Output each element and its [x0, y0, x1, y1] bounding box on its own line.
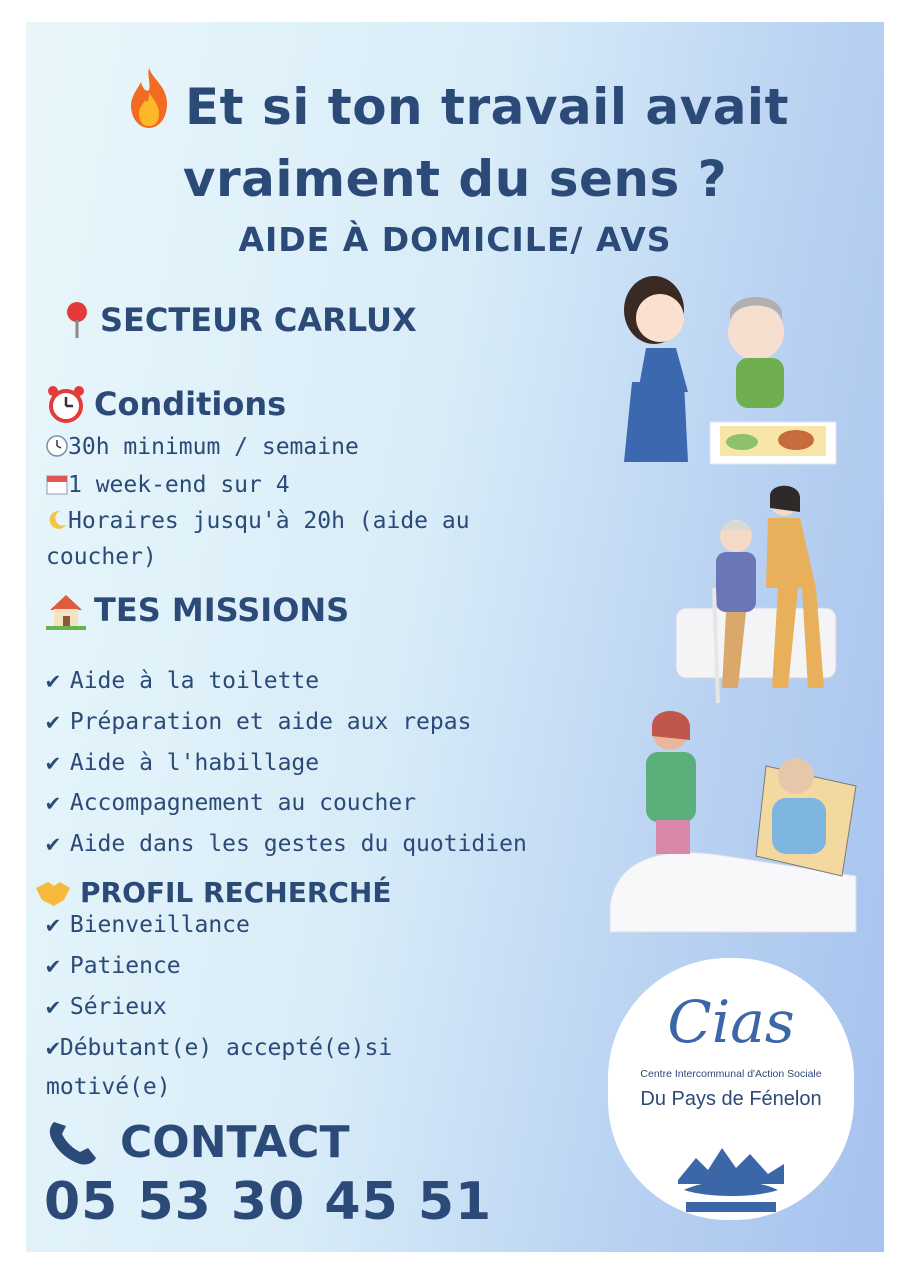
job-subtitle: AIDE À DOMICILE/ AVS: [238, 220, 672, 259]
profile-title: [34, 876, 392, 909]
check-icon: ✔: [46, 668, 60, 694]
caregiver-support-illustration: [666, 478, 846, 708]
headline-line-2: vraiment du sens ?: [182, 150, 728, 208]
fire-icon: [121, 66, 177, 130]
caregiver-feeding-illustration: [616, 272, 846, 472]
phone-number[interactable]: 05 53 30 45 51: [44, 1172, 493, 1232]
check-icon: ✔: [46, 953, 60, 979]
missions-label: TES MISSIONS: [94, 591, 350, 629]
cias-logo: [608, 958, 854, 1220]
house-icon: [46, 590, 86, 630]
profile-item: ✔ Sérieux: [46, 994, 167, 1020]
profile-item: ✔ Patience: [46, 953, 181, 979]
conditions-title: [46, 384, 286, 424]
headline-text-1: Et si ton travail avait: [185, 78, 789, 136]
logo-name: Du Pays de Fénelon: [640, 1088, 822, 1110]
profile-item-beginner-cont: motivé(e): [46, 1074, 171, 1100]
condition-schedule-cont: coucher): [46, 544, 157, 570]
profile-item-beginner: ✔Débutant(e) accepté(e)si: [46, 1035, 393, 1061]
check-icon: ✔: [46, 709, 60, 735]
bed-care-illustration: [606, 706, 866, 936]
calendar-icon: [46, 473, 68, 495]
logo-emblem-icon: [678, 1144, 784, 1214]
profile-item: ✔ Bienveillance: [46, 912, 250, 938]
missions-title: [46, 590, 349, 630]
contact-label: CONTACT: [120, 1116, 350, 1168]
flyer: [26, 22, 884, 1252]
sector-label: SECTEUR CARLUX: [100, 301, 417, 339]
handshake-icon: [34, 878, 72, 908]
moon-icon: [46, 509, 68, 531]
logo-subtitle: Centre Intercommunal d'Action Sociale: [640, 1068, 822, 1080]
mission-item: ✔ Aide à l'habillage: [46, 750, 320, 776]
conditions-label: Conditions: [94, 385, 287, 423]
alarm-clock-icon: [46, 384, 86, 424]
check-icon: ✔: [46, 831, 60, 857]
check-icon: ✔: [46, 790, 60, 816]
profile-label: PROFIL RECHERCHÉ: [80, 876, 392, 909]
mission-item: ✔ Préparation et aide aux repas: [46, 709, 472, 735]
map-pin-icon: [62, 300, 92, 340]
check-icon: ✔: [46, 994, 60, 1020]
headline-line-1: [26, 66, 884, 136]
logo-script: Cias: [667, 988, 795, 1056]
phone-icon: [46, 1116, 102, 1168]
condition-schedule: Horaires jusqu'à 20h (aide au: [46, 508, 470, 534]
mission-item: ✔ Accompagnement au coucher: [46, 790, 417, 816]
condition-weekend: 1 week-end sur 4: [46, 472, 290, 498]
mission-item: ✔ Aide dans les gestes du quotidien: [46, 831, 527, 857]
condition-hours: 30h minimum / semaine: [46, 434, 359, 460]
sector-title: [62, 300, 417, 340]
mission-item: ✔ Aide à la toilette: [46, 668, 320, 694]
check-icon: ✔: [46, 912, 60, 938]
clock-icon: [46, 435, 68, 457]
check-icon: ✔: [46, 750, 60, 776]
contact-title: [46, 1116, 349, 1168]
